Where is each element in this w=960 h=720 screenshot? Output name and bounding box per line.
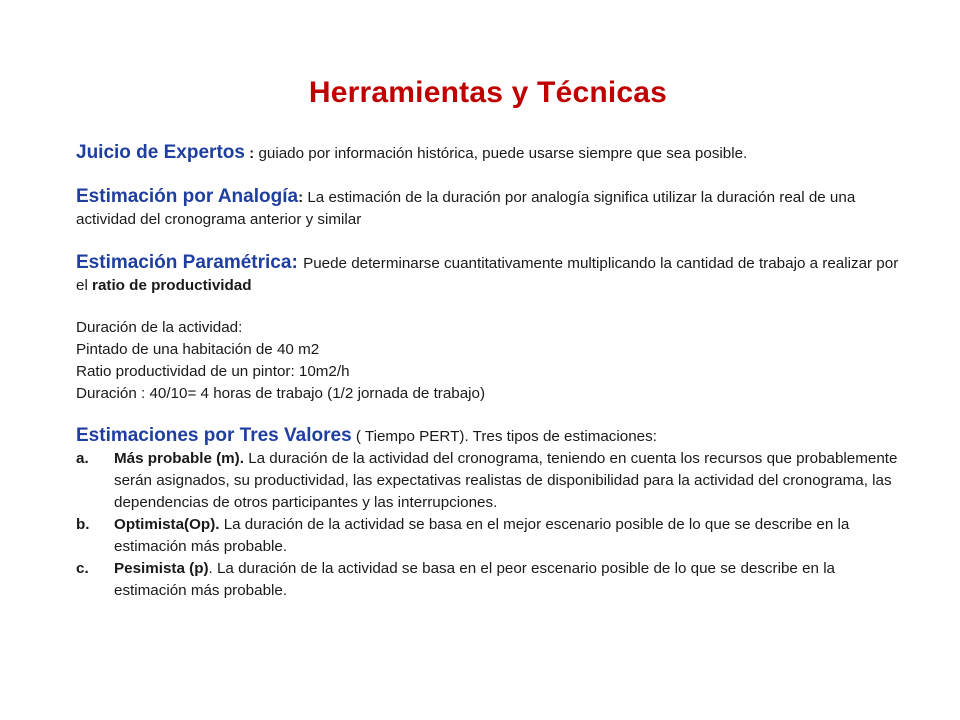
tres-valores-note: ( Tiempo PERT). Tres tipos de estimaciones:: [351, 428, 657, 445]
parametrica-heading: Estimación Paramétrica: [76, 252, 292, 273]
parametrica-text: Puede determinarse cuantitativamente multiplicando la cantidad de trabajo a realizar por el: [76, 255, 899, 294]
list-item-text: La duración de la actividad del cronograma, teniendo en cuenta los recursos que probablemente serán asignados, su productividad, las expectativas realistas de disponibilidad para la actividad del cronograma, las dependencias de otros participantes y las interrupciones.: [114, 450, 898, 511]
page-title: Herramientas y Técnicas: [308, 76, 668, 109]
analogia-paragraph: [76, 186, 908, 231]
list-item: [76, 558, 908, 602]
parametrica-paragraph: [76, 252, 908, 297]
list-item-title: Pesimista (p): [114, 560, 209, 577]
list-item-title: Más probable (m).: [114, 450, 244, 467]
analogia-text: La estimación de la duración por analogía significa utilizar la duración real de una actividad del cronograma anterior y similar: [76, 189, 856, 228]
list-marker: c.: [76, 560, 89, 577]
juicio-expertos-text: guiado por información histórica, puede usarse siempre que sea posible.: [258, 145, 748, 162]
list-marker: b.: [76, 516, 90, 533]
juicio-expertos-paragraph: [76, 142, 908, 165]
tres-valores-heading: Estimaciones por Tres Valores: [76, 425, 352, 446]
estimation-types-list: [76, 448, 908, 602]
ejemplo-line-3: Ratio productividad de un pintor: 10m2/h: [76, 363, 350, 380]
list-item-text: . La duración de la actividad se basa en el peor escenario posible de lo que se describe en la estimación más probable.: [114, 560, 836, 599]
slide-content: [76, 142, 908, 602]
ejemplo-line-2: Pintado de una habitación de 40 m2: [76, 341, 320, 358]
parametrica-separator: :: [291, 252, 304, 273]
juicio-expertos-separator: :: [244, 145, 259, 162]
ejemplo-block: [76, 317, 908, 405]
parametrica-bold-text: ratio de productividad: [92, 277, 252, 294]
ejemplo-line-4: Duración : 40/10= 4 horas de trabajo (1/2 jornada de trabajo): [76, 385, 486, 402]
analogia-heading: Estimación por Analogía: [76, 186, 299, 207]
tres-valores-paragraph: [76, 425, 908, 448]
list-item-title: Optimista(Op).: [114, 516, 220, 533]
ejemplo-line-1: Duración de la actividad:: [76, 319, 243, 336]
juicio-expertos-heading: Juicio de Expertos: [76, 142, 245, 163]
analogia-separator: :: [298, 189, 308, 206]
list-item-text: La duración de la actividad se basa en el mejor escenario posible de lo que se describe en la estimación más probable.: [114, 516, 850, 555]
list-item: [76, 448, 908, 514]
list-item: [76, 514, 908, 558]
list-marker: a.: [76, 450, 89, 467]
